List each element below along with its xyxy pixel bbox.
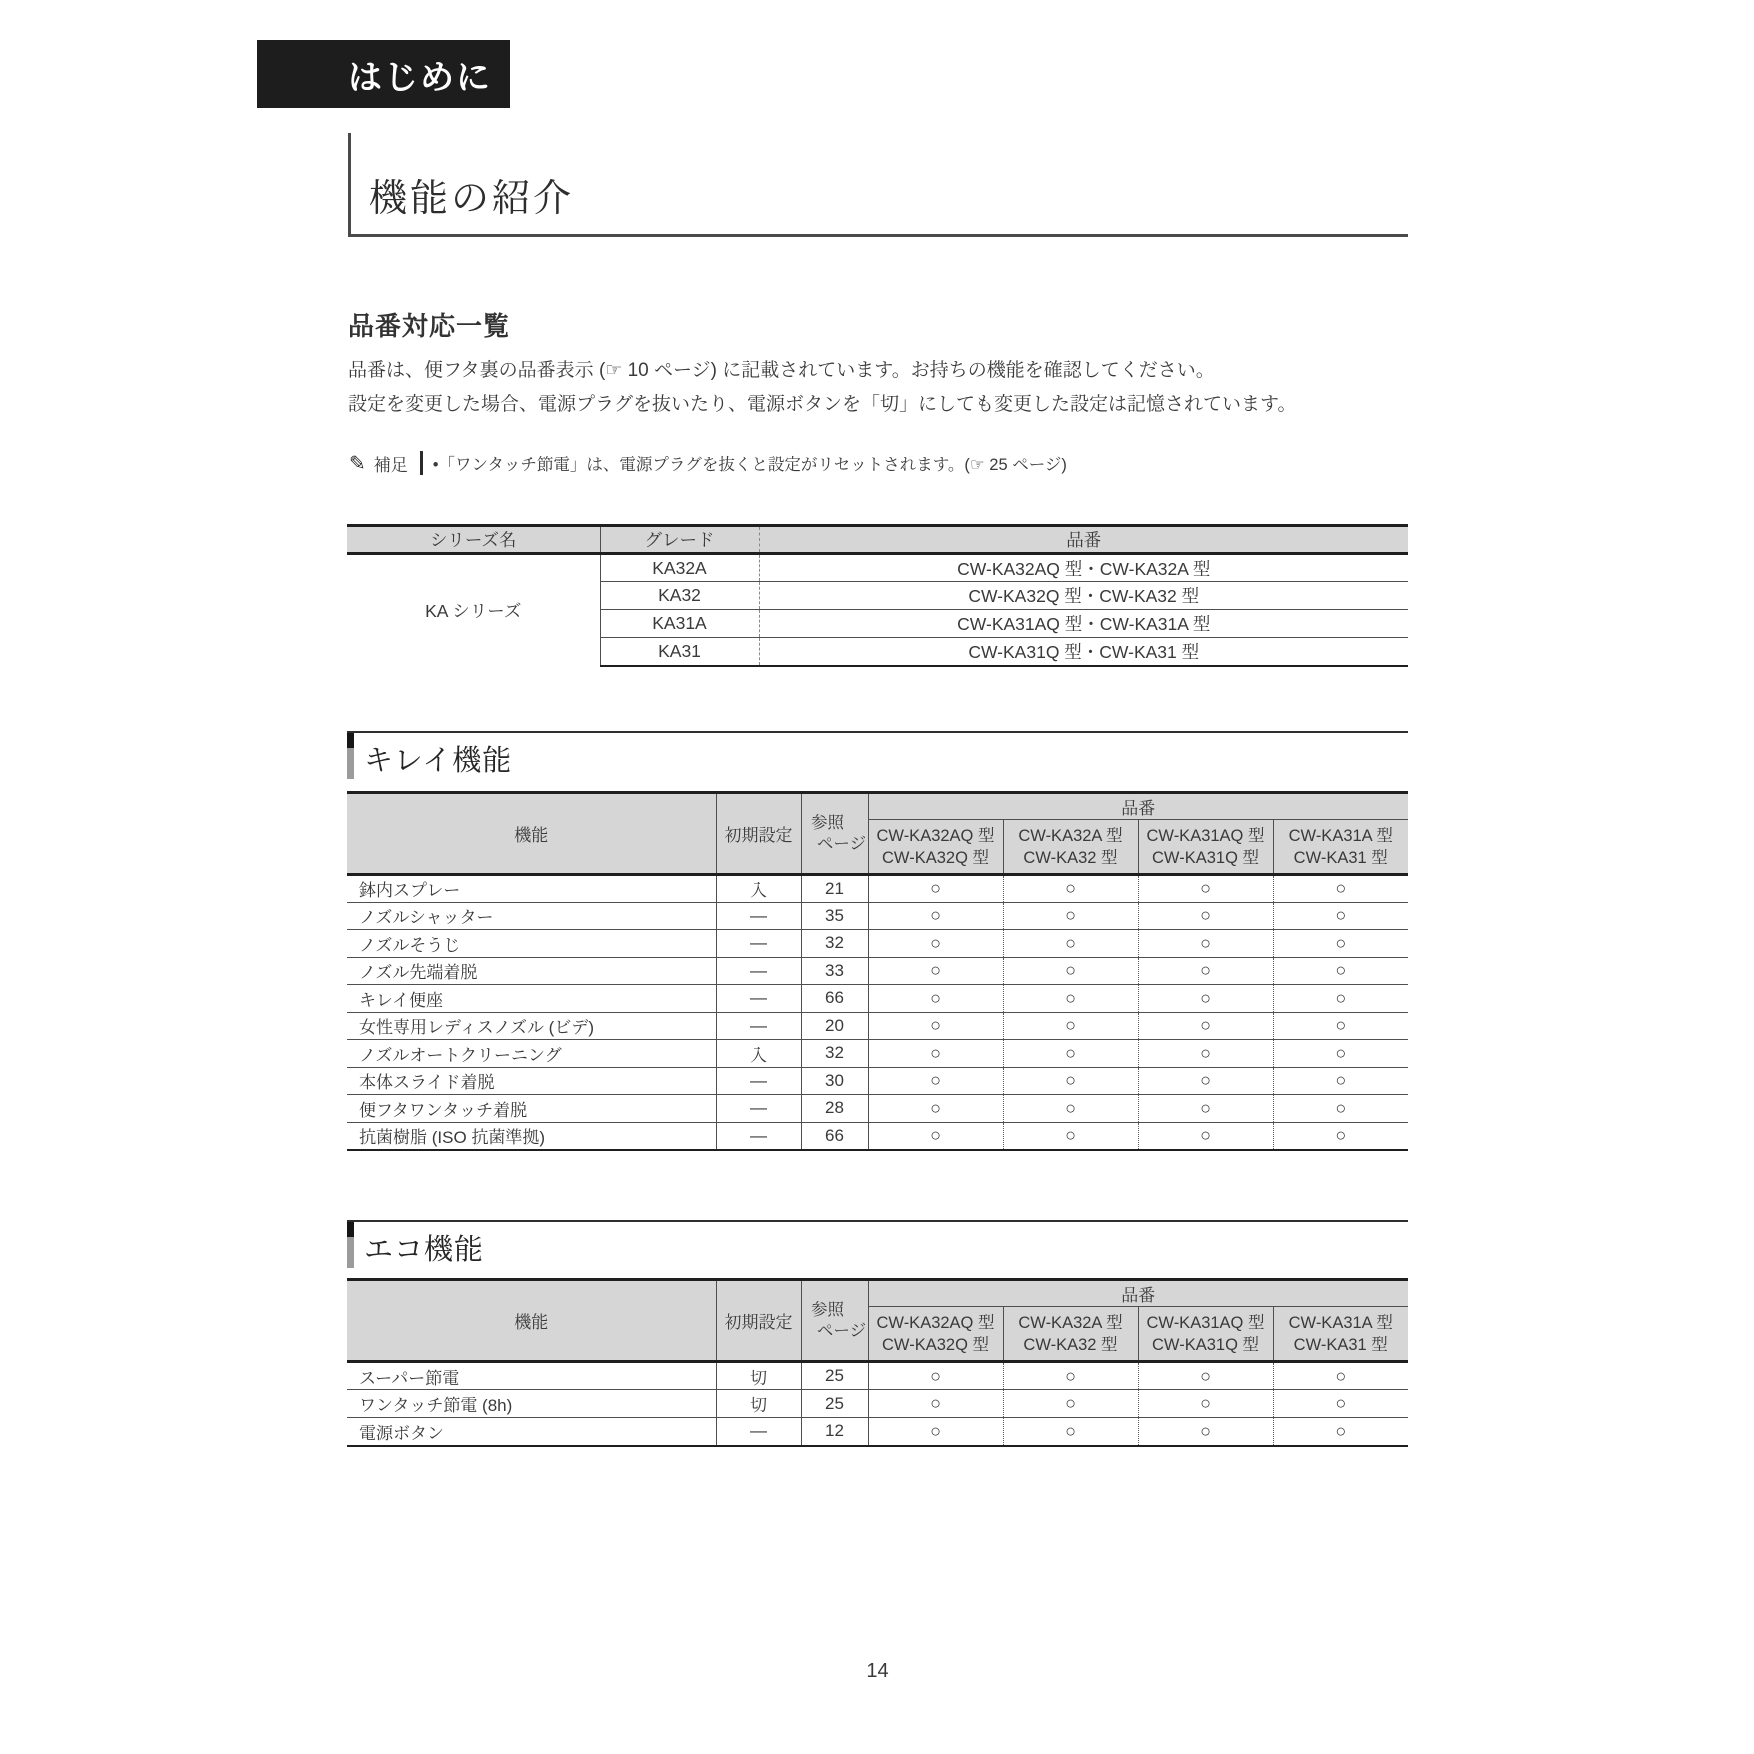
col-header-default: 初期設定 [716, 1280, 801, 1362]
col-header-function: 機能 [347, 793, 716, 875]
mark-cell: ○ [1003, 1362, 1138, 1390]
page-cell: 28 [801, 1095, 868, 1123]
page-cell: 35 [801, 902, 868, 930]
page-cell: 33 [801, 957, 868, 985]
function-cell: ノズルシャッター [347, 902, 716, 930]
mark-cell: ○ [868, 1040, 1003, 1068]
model-column-header: CW-KA32AQ 型 CW-KA32Q 型 [868, 820, 1003, 875]
mark-cell: ○ [1273, 985, 1408, 1013]
mark-cell: ○ [1003, 1040, 1138, 1068]
mark-cell: ○ [868, 1418, 1003, 1446]
mark-cell: ○ [1138, 1390, 1273, 1418]
section-bar [347, 733, 354, 779]
model-column-header: CW-KA31AQ 型 CW-KA31Q 型 [1138, 820, 1273, 875]
pencil-icon: ✎ [349, 452, 366, 475]
col-header-models-group: 品番 [868, 793, 1408, 820]
mark-cell: ○ [868, 930, 1003, 958]
mark-cell: ○ [1138, 1418, 1273, 1446]
grade-cell: KA31 [600, 638, 759, 666]
default-cell: ― [716, 1012, 801, 1040]
page-cell: 30 [801, 1067, 868, 1095]
table-header-row [347, 526, 1408, 554]
function-cell: スーパー節電 [359, 1368, 460, 1388]
function-cell: ワンタッチ節電 (8h) [347, 1390, 716, 1418]
function-cell: ノズルオートクリーニング [347, 1040, 716, 1068]
intro-text-line1: 品番は、便フタ裏の品番表示 (☞ 10 ページ) に記載されています。お持ちの機能を確認してください。 [348, 360, 1215, 381]
product-list-heading: 品番対応一覧 [348, 311, 511, 341]
mark-cell: ○ [1273, 1418, 1408, 1446]
page-title: 機能の紹介 [369, 178, 575, 220]
mark-cell: ○ [1003, 1418, 1138, 1446]
models-cell: CW-KA31Q 型・CW-KA31 型 [759, 638, 1408, 666]
eco-feature-table [347, 1278, 1408, 1447]
grade-cell: KA32 [600, 582, 759, 610]
grade-cell: KA32A [600, 554, 759, 582]
page-cell: 25 [801, 1362, 868, 1390]
mark-cell: ○ [868, 1122, 1003, 1150]
chapter-tag [257, 40, 510, 108]
mark-cell: ○ [1138, 1095, 1273, 1123]
page-cell: 20 [801, 1012, 868, 1040]
default-cell: ― [716, 1067, 801, 1095]
model-column-header: CW-KA31AQ 型 CW-KA31Q 型 [1138, 1307, 1273, 1362]
function-cell: 女性専用レディスノズル (ビデ) [347, 1012, 716, 1040]
series-table-body [347, 554, 1408, 666]
mark-cell: ○ [1138, 902, 1273, 930]
mark-cell: ○ [1003, 1122, 1138, 1150]
mark-cell: ○ [1138, 1012, 1273, 1040]
table-header-row [347, 793, 1408, 820]
section-bar [347, 1222, 354, 1268]
table-row [347, 1095, 1408, 1123]
model-column-header: CW-KA31A 型 CW-KA31 型 [1273, 820, 1408, 875]
default-cell: ― [716, 902, 801, 930]
series-table-header [347, 526, 1408, 554]
mark-cell: ○ [1003, 1390, 1138, 1418]
models-cell: CW-KA31AQ 型・CW-KA31A 型 [759, 610, 1408, 638]
default-cell: ― [716, 1095, 801, 1123]
mark-cell: ○ [1273, 1040, 1408, 1068]
mark-cell: ○ [1138, 1067, 1273, 1095]
mark-cell: ○ [1003, 875, 1138, 903]
intro-text-line2: 設定を変更した場合、電源プラグを抜いたり、電源ボタンを「切」にしても変更した設定は記憶されています。 [348, 394, 1297, 415]
mark-cell: ○ [1003, 1067, 1138, 1095]
default-cell: ― [716, 930, 801, 958]
mark-cell: ○ [1273, 1012, 1408, 1040]
col-header-models-group: 品番 [868, 1280, 1408, 1307]
mark-cell: ○ [1003, 902, 1138, 930]
mark-cell: ○ [1273, 902, 1408, 930]
feature-table-body [347, 1362, 1408, 1446]
mark-cell: ○ [1273, 1095, 1408, 1123]
col-header-function: 機能 [347, 1280, 716, 1362]
mark-cell: ○ [868, 902, 1003, 930]
mark-cell: ○ [1003, 1095, 1138, 1123]
page-cell: 12 [801, 1418, 868, 1446]
kirei-feature-table [347, 791, 1408, 1151]
page-title-block [348, 133, 1408, 237]
model-column-header: CW-KA32A 型 CW-KA32 型 [1003, 1307, 1138, 1362]
function-cell: キレイ便座 [347, 985, 716, 1013]
chapter-tag-label: はじめに [348, 58, 492, 97]
note-label: 補足 [373, 455, 408, 475]
intro-body [348, 354, 1296, 422]
grade-cell: KA31A [600, 610, 759, 638]
section-header-kirei [347, 731, 1408, 779]
page-cell: 66 [801, 1122, 868, 1150]
model-column-header: CW-KA32AQ 型 CW-KA32Q 型 [868, 1307, 1003, 1362]
page-number: 14 [866, 1660, 889, 1682]
page-cell: 21 [801, 875, 868, 903]
table-row [347, 554, 1408, 582]
function-cell: 抗菌樹脂 (ISO 抗菌準拠) [347, 1122, 716, 1150]
mark-cell: ○ [1273, 1362, 1408, 1390]
table-row [347, 1122, 1408, 1150]
series-table [347, 524, 1408, 667]
mark-cell: ○ [868, 1067, 1003, 1095]
mark-cell: ○ [1138, 875, 1273, 903]
note-divider [420, 451, 423, 475]
mark-cell: ○ [1138, 930, 1273, 958]
mark-cell: ○ [1273, 1067, 1408, 1095]
table-row [347, 875, 1408, 903]
mark-cell: ○ [1273, 930, 1408, 958]
mark-cell: ○ [1273, 875, 1408, 903]
table-row [347, 957, 1408, 985]
mark-cell: ○ [1003, 985, 1138, 1013]
mark-cell: ○ [1138, 1040, 1273, 1068]
default-cell: 入 [716, 1040, 801, 1068]
mark-cell: ○ [868, 1362, 1003, 1390]
function-cell: ノズルそうじ [347, 930, 716, 958]
table-row [347, 1040, 1408, 1068]
default-cell: 入 [716, 875, 801, 903]
function-cell: ノズル先端着脱 [347, 957, 716, 985]
page-cell: 32 [801, 930, 868, 958]
table-row [347, 985, 1408, 1013]
table-row [347, 1390, 1408, 1418]
mark-cell: ○ [868, 1012, 1003, 1040]
page-cell: 66 [801, 985, 868, 1013]
section-header-eco [347, 1220, 1408, 1268]
mark-cell: ○ [1138, 1362, 1273, 1390]
mark-cell: ○ [868, 875, 1003, 903]
col-header-series: シリーズ名 [347, 526, 600, 554]
table-row [347, 930, 1408, 958]
mark-cell: ○ [1138, 1122, 1273, 1150]
default-cell: 切 [716, 1362, 801, 1390]
function-cell: 本体スライド着脱 [347, 1067, 716, 1095]
mark-cell: ○ [1138, 957, 1273, 985]
mark-cell: ○ [868, 985, 1003, 1013]
page-cell: 32 [801, 1040, 868, 1068]
feature-table-body [347, 875, 1408, 1150]
mark-cell: ○ [1138, 985, 1273, 1013]
mark-cell: ○ [1003, 1012, 1138, 1040]
note-row [349, 449, 1067, 477]
page-cell: 25 [801, 1390, 868, 1418]
mark-cell: ○ [1273, 957, 1408, 985]
models-cell: CW-KA32Q 型・CW-KA32 型 [759, 582, 1408, 610]
col-header-models: 品番 [759, 526, 1408, 554]
mark-cell: ○ [1273, 1390, 1408, 1418]
mark-cell: ○ [1273, 1122, 1408, 1150]
function-cell: 便フタワンタッチ着脱 [347, 1095, 716, 1123]
default-cell: 切 [716, 1390, 801, 1418]
model-column-header: CW-KA31A 型 CW-KA31 型 [1273, 1307, 1408, 1362]
note-text: •「ワンタッチ節電」は、電源プラグを抜くと設定がリセットされます。(☞ 25 ページ) [432, 456, 1067, 474]
table-header-row [347, 1280, 1408, 1307]
section-title: キレイ機能 [364, 745, 513, 777]
col-header-ref-page: 参照 ページ [801, 793, 868, 875]
mark-cell: ○ [868, 1390, 1003, 1418]
table-row [347, 1067, 1408, 1095]
table-row [347, 902, 1408, 930]
function-cell: 鉢内スプレー [359, 881, 461, 901]
col-header-default: 初期設定 [716, 793, 801, 875]
models-cell: CW-KA32AQ 型・CW-KA32A 型 [759, 554, 1408, 582]
table-row [347, 1418, 1408, 1446]
section-title: エコ機能 [364, 1234, 485, 1266]
col-header-grade: グレード [600, 526, 759, 554]
table-row [347, 1012, 1408, 1040]
mark-cell: ○ [1003, 930, 1138, 958]
feature-table-header [347, 1280, 1408, 1362]
mark-cell: ○ [1003, 957, 1138, 985]
table-row [347, 1362, 1408, 1390]
col-header-ref-page: 参照 ページ [801, 1280, 868, 1362]
mark-cell: ○ [868, 1095, 1003, 1123]
default-cell: ― [716, 957, 801, 985]
function-cell: 電源ボタン [347, 1418, 716, 1446]
feature-table-header [347, 793, 1408, 875]
default-cell: ― [716, 1122, 801, 1150]
mark-cell: ○ [868, 957, 1003, 985]
series-name-cell: KA シリーズ [425, 600, 522, 621]
default-cell: ― [716, 1418, 801, 1446]
model-column-header: CW-KA32A 型 CW-KA32 型 [1003, 820, 1138, 875]
default-cell: ― [716, 985, 801, 1013]
